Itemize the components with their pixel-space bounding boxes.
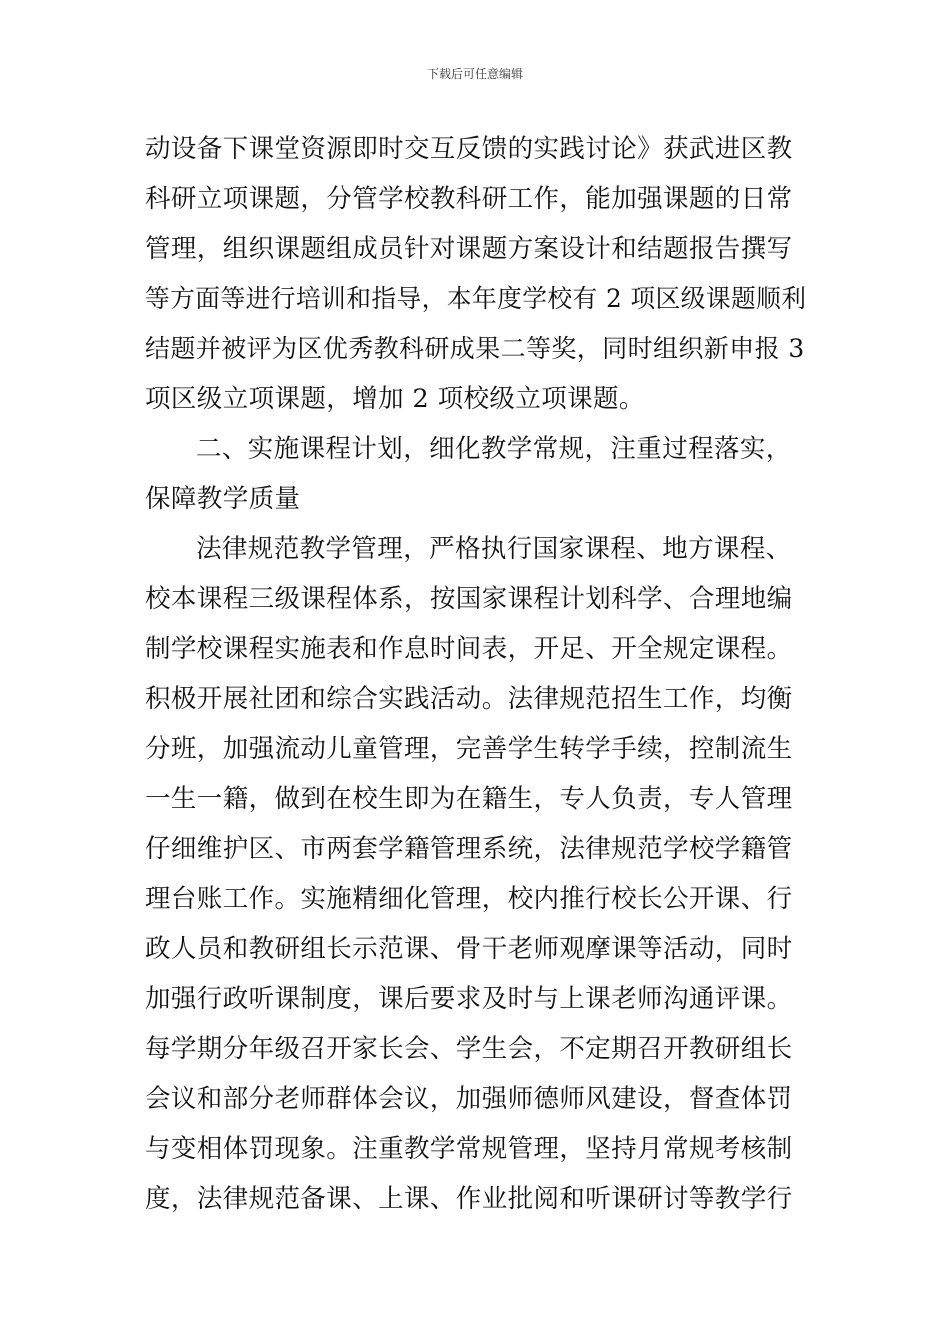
- text-line: 政人员和教研组长示范课、骨干老师观摩课等活动，同时: [145, 934, 793, 964]
- text-line: 分班，加强流动儿童管理，完善学生转学手续，控制流生: [145, 734, 793, 764]
- text-line: 项区级立项课题，增加 2 项校级立项课题。: [145, 384, 645, 414]
- document-body: [145, 124, 809, 1224]
- text-line: 一生一籍，做到在校生即为在籍生，专人负责，专人管理: [145, 784, 793, 814]
- text-line: 等方面等进行培训和指导，本年度学校有 2 项区级课题顺利: [145, 284, 807, 313]
- text-line: 科研立项课题，分管学校教科研工作，能加强课题的日常: [145, 184, 793, 214]
- text-line: 法律规范教学管理，严格执行国家课程、地方课程、: [196, 534, 792, 564]
- section-heading: [145, 424, 809, 524]
- text-line: 仔细维护区、市两套学籍管理系统，法律规范学校学籍管: [145, 834, 793, 864]
- text-line: 度，法律规范备课、上课、作业批阅和听课研讨等教学行: [145, 1184, 793, 1214]
- text-line: 加强行政听课制度，课后要求及时与上课老师沟通评课。: [145, 984, 793, 1014]
- text-line: 积极开展社团和综合实践活动。法律规范招生工作，均衡: [145, 684, 793, 714]
- text-line: 每学期分年级召开家长会、学生会，不定期召开教研组长: [145, 1034, 793, 1064]
- text-line: 理台账工作。实施精细化管理，校内推行校长公开课、行: [145, 884, 793, 914]
- paragraph-2: [145, 524, 809, 1224]
- text-line: 校本课程三级课程体系，按国家课程计划科学、合理地编: [145, 584, 793, 614]
- text-line: 会议和部分老师群体会议，加强师德师风建设，督查体罚: [145, 1084, 793, 1114]
- text-line: 动设备下课堂资源即时交互反馈的实践讨论》获武进区教: [145, 134, 793, 164]
- page-header: 下载后可任意编辑: [426, 67, 523, 81]
- text-line: 管理，组织课题组成员针对课题方案设计和结题报告撰写: [145, 234, 793, 264]
- heading-line: 二、实施课程计划，细化教学常规，注重过程落实，: [196, 434, 792, 464]
- text-line: 与变相体罚现象。注重教学常规管理，坚持月常规考核制: [145, 1134, 793, 1164]
- heading-line: 保障教学质量: [145, 484, 301, 514]
- text-line: 结题并被评为区优秀教科研成果二等奖，同时组织新申报 3: [145, 334, 805, 363]
- paragraph-1: [145, 124, 809, 424]
- text-line: 制学校课程实施表和作息时间表，开足、开全规定课程。: [145, 634, 793, 664]
